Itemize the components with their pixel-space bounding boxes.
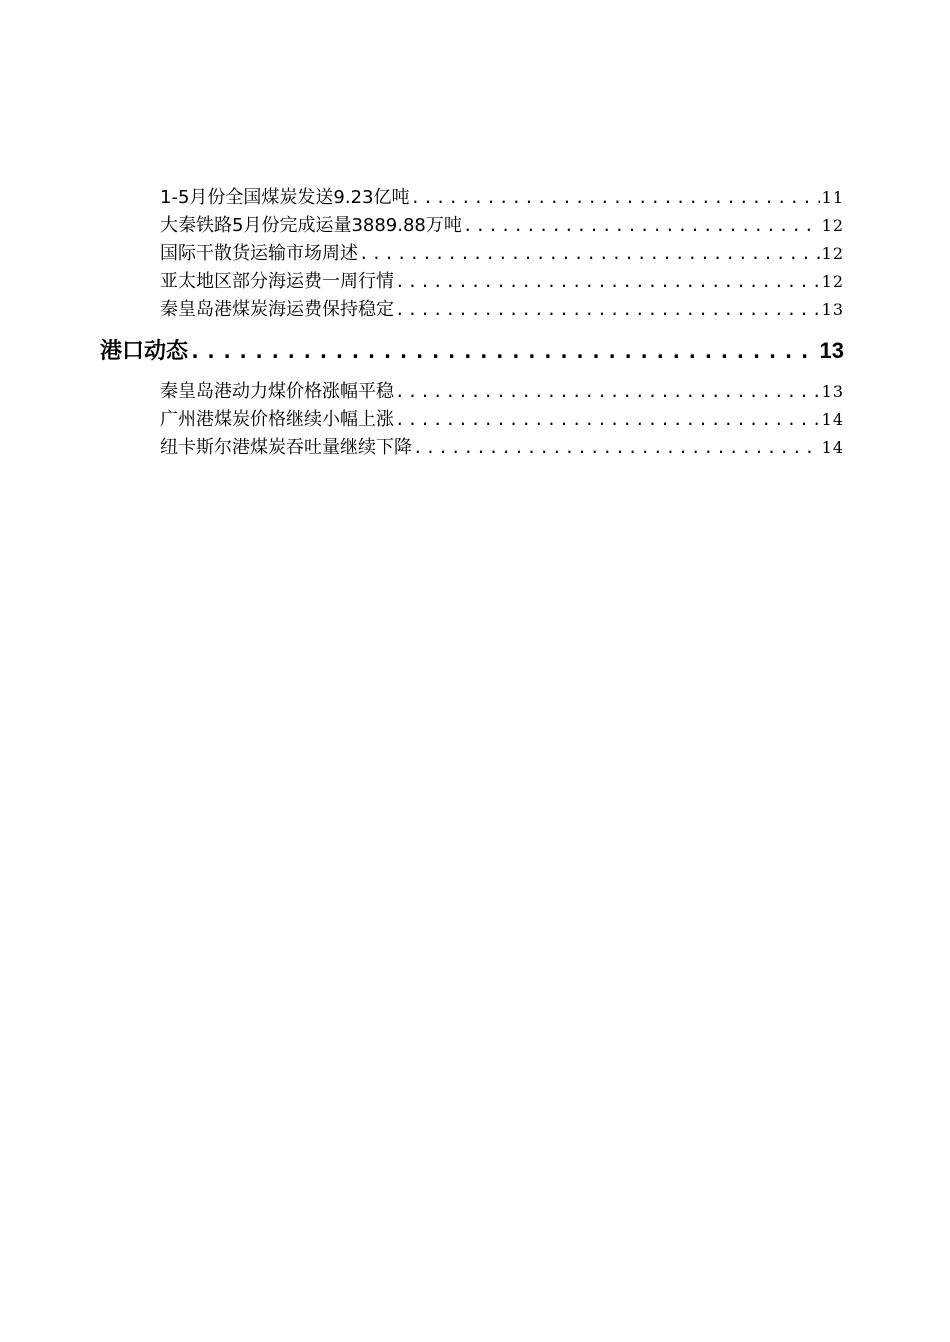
toc-entry-title: 亚太地区部分海运费一周行情: [160, 271, 394, 292]
toc-entry[interactable]: [160, 378, 844, 405]
toc-entry-title: 大秦铁路5月份完成运量3889.88万吨: [160, 215, 462, 236]
toc-entry-page: 13: [821, 300, 844, 319]
toc-entry-page: 12: [821, 244, 844, 263]
toc-entry-page: 14: [821, 410, 844, 429]
toc-dot-leader: [413, 434, 820, 461]
toc-entry[interactable]: [160, 296, 844, 323]
toc-entry[interactable]: [160, 268, 844, 295]
toc-dot-leader: [463, 212, 820, 239]
toc-section-page: 13: [819, 338, 844, 363]
toc-dot-leader: [189, 334, 818, 368]
toc-entry-title: 秦皇岛港动力煤价格涨幅平稳: [160, 381, 394, 402]
toc-dot-leader: [395, 406, 820, 433]
toc-entry-title: 国际干散货运输市场周述: [160, 243, 358, 264]
toc-entry-title: 广州港煤炭价格继续小幅上涨: [160, 409, 394, 430]
toc-entry[interactable]: [160, 406, 844, 433]
toc-dot-leader: [359, 240, 820, 267]
toc-entry[interactable]: [160, 240, 844, 267]
toc-entry[interactable]: [160, 212, 844, 239]
toc-entry[interactable]: [160, 434, 844, 461]
toc-dot-leader: [410, 184, 819, 211]
toc-dot-leader: [395, 296, 820, 323]
toc-section-title: 港口动态: [100, 339, 189, 364]
toc-entry-page: 13: [821, 382, 844, 401]
toc-entry-title: 纽卡斯尔港煤炭吞吐量继续下降: [160, 437, 412, 458]
toc-entry[interactable]: [160, 184, 844, 211]
toc-entry-page: 12: [821, 272, 844, 291]
toc-entry-title: 秦皇岛港煤炭海运费保持稳定: [160, 299, 394, 320]
toc-entry-title: 1-5月份全国煤炭发送9.23亿吨: [160, 187, 410, 208]
toc-entry-page: 11: [821, 188, 844, 207]
toc-entry-page: 14: [821, 438, 844, 457]
toc-entry-page: 12: [821, 216, 844, 235]
toc-dot-leader: [395, 268, 820, 295]
toc-dot-leader: [395, 378, 820, 405]
toc-section-heading[interactable]: [100, 334, 844, 368]
